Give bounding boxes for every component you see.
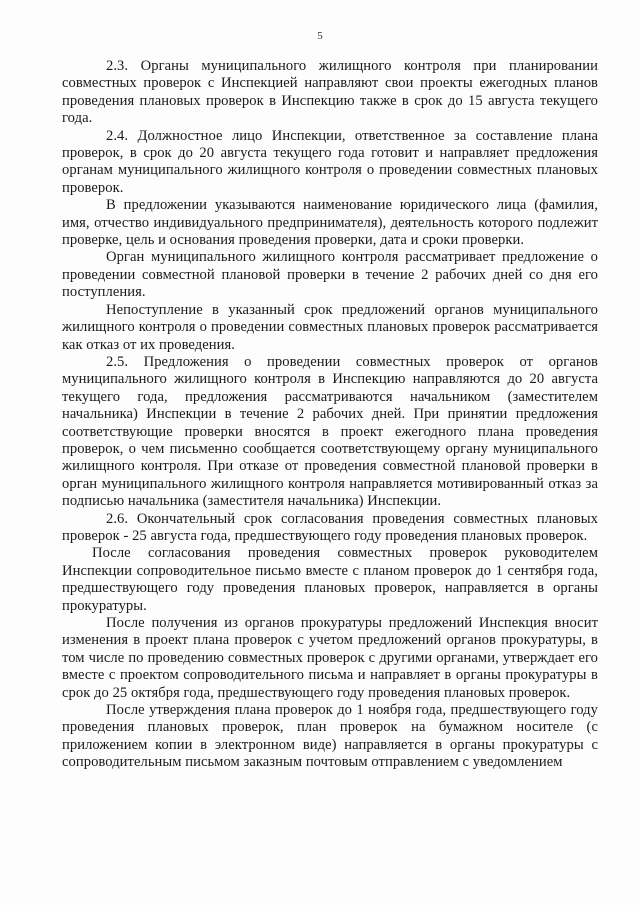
paragraph-2-6: 2.6. Окончательный срок согласования проведения совместных плановых проверок - 25 августа года, предшествующего году проведения плановых проверок. [62,510,598,544]
paragraph-non-receipt: Непоступление в указанный срок предложений органов муниципального жилищного контроля о проведении совместных плановых проверок рассматривается как отказ от их проведения. [62,301,598,353]
page-number: 5 [317,30,323,42]
document-body [62,58,598,772]
paragraph-2-4: 2.4. Должностное лицо Инспекции, ответственное за составление плана проверок, в срок до 20 августа текущего года готовит и направляет предложения органам муниципального жилищного контроля о проведении совместных плановых проверок. [62,127,598,196]
paragraph-proposal-contents: В предложении указываются наименование юридического лица (фамилия, имя, отчество индивидуального предпринимателя), деятельность которого подлежит проверке, цель и основания проведения проверки, дата и сроки проверки. [62,197,598,249]
paragraph-proposal-review: Орган муниципального жилищного контроля рассматривает предложение о проведении совместной плановой проверки в течение 2 рабочих дней со дня его поступления. [62,249,598,301]
paragraph-after-prosecutor: После получения из органов прокуратуры предложений Инспекция вносит изменения в проект плана проверок с учетом предложений органов прокуратуры, в том числе по проведению совместных проверок с другими органами, утверждает его вместе с проектом сопроводительного письма и направляет в органы прокуратуры в срок до 25 октября года, предшествующего году проведения плановых проверок. [62,615,598,701]
paragraph-2-3: 2.3. Органы муниципального жилищного контроля при планировании совместных проверок с Инспекцией направляют свои проекты ежегодных планов проведения плановых проверок в Инспекцию также в срок до 15 августа текущего года. [62,58,598,127]
paragraph-after-agreement: После согласования проведения совместных проверок руководителем Инспекции сопроводительное письмо вместе с планом проверок до 1 сентября года, предшествующего году проведения плановых проверок, направляется в органы прокуратуры. [62,545,598,614]
paragraph-2-5: 2.5. Предложения о проведении совместных проверок от органов муниципального жилищного контроля в Инспекцию направляются до 20 августа текущего года, предложения рассматриваются начальником (заместителем начальника) Инспекции в течение 2 рабочих дней. При принятии предложения соответствующие проверки вносятся в проект ежегодного плана проведения проверок, о чем письменно сообщается соответствующему органу муниципального жилищного контроля. При отказе от проведения совместной плановой проверки в орган муниципального жилищного контроля направляется мотивированный отказ за подписью начальника (заместителя начальника) Инспекции. [62,353,598,510]
paragraph-after-approval: После утверждения плана проверок до 1 ноября года, предшествующего году проведения плановых проверок, план проверок на бумажном носителе (с приложением копии в электронном виде) направляется в органы прокуратуры с сопроводительным письмом заказным почтовым отправлением с уведомлением [62,702,598,771]
